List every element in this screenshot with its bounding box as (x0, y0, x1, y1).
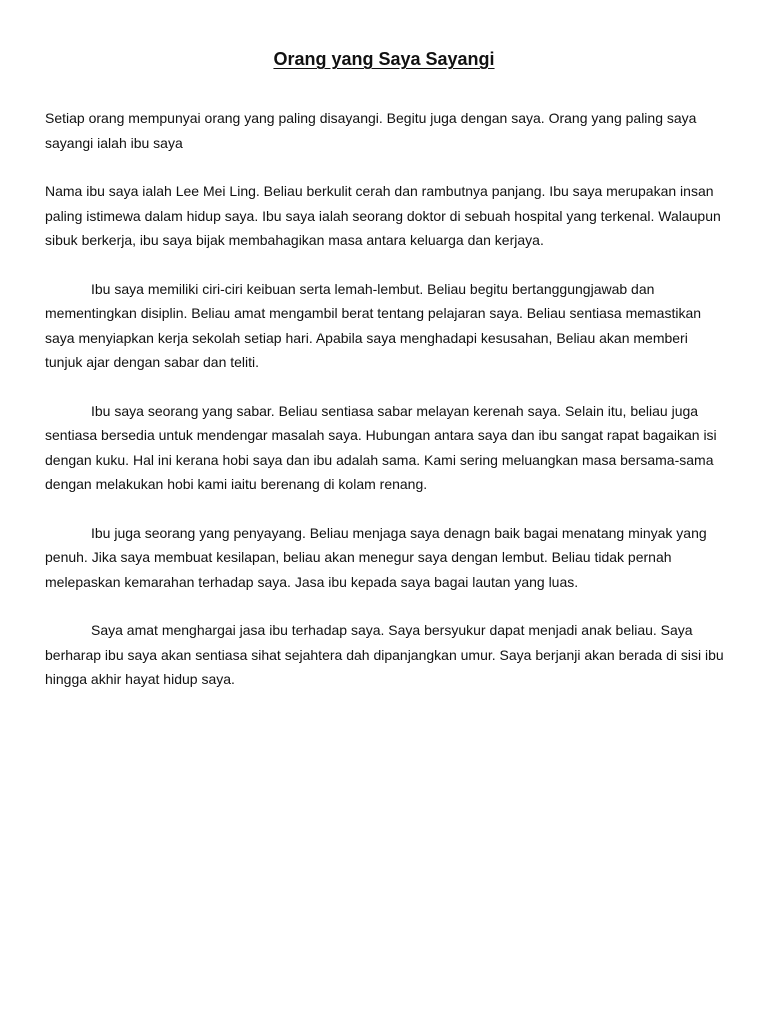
paragraph-patience: Ibu saya seorang yang sabar. Beliau sentiasa sabar melayan kerenah saya. Selain itu, beliau juga sentiasa bersedia untuk mendengar masalah saya. Hubungan antara saya dan ibu sangat rapat bagaikan isi dengan kuku. Hal ini kerana hobi saya dan ibu adalah sama. Kami sering meluangkan masa bersama-sama dengan melakukan hobi kami iaitu berenang di kolam renang. (45, 402, 717, 492)
paragraph-caring: Ibu juga seorang yang penyayang. Beliau menjaga saya denagn baik bagai menatang minyak yang penuh. Jika saya membuat kesilapan, beliau akan menegur saya dengan lembut. Beliau tidak pernah melepaskan kemarahan terhadap saya. Jasa ibu kepada saya bagai lautan yang luas. (45, 524, 707, 590)
paragraph-traits: Ibu saya memiliki ciri-ciri keibuan serta lemah-lembut. Beliau begitu bertanggungjawab dan mementingkan disiplin. Beliau amat mengambil berat tentang pelajaran saya. Beliau sentiasa memastikan saya menyiapkan kerja sekolah setiap hari. Apabila saya menghadapi kesusahan, Beliau akan memberi tunjuk ajar dengan sabar dan teliti. (45, 280, 702, 370)
document-title: Orang yang Saya Sayangi (273, 49, 495, 69)
paragraph-description: Nama ibu saya ialah Lee Mei Ling. Beliau berkulit cerah dan rambutnya panjang. Ibu saya merupakan insan paling istimewa dalam hidup saya. Ibu saya ialah seorang doktor di sebuah hospital yang terkenal. Walaupun sibuk berkerja, ibu saya bijak membahagikan masa antara keluarga dan kerjaya. (45, 183, 721, 248)
paragraph-conclusion: Saya amat menghargai jasa ibu terhadap saya. Saya bersyukur dapat menjadi anak beliau. Saya berharap ibu saya akan sentiasa sihat sejahtera dah dipanjangkan umur. Saya berjanji akan berada di sisi ibu hingga akhir hayat hidup saya. (45, 622, 724, 687)
document-body (45, 106, 725, 716)
paragraph-intro: Setiap orang mempunyai orang yang paling disayangi. Begitu juga dengan saya. Orang yang paling saya sayangi ialah ibu saya (45, 110, 697, 151)
